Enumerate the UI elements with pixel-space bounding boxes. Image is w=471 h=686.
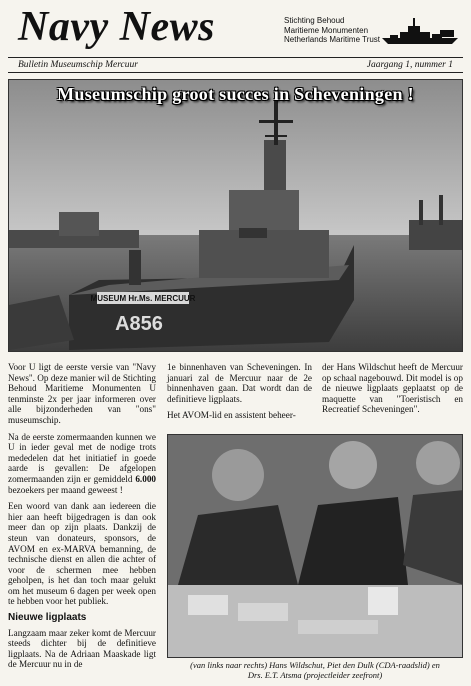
caption-line-1: (van links naar rechts) Hans Wildschut, Piet den Dulk (CDA-raadslid) en: [190, 660, 440, 670]
article-column-3: [322, 362, 463, 421]
bulletin-bar: [8, 57, 463, 73]
hull-number: A856: [115, 313, 163, 335]
paragraph: 1e binnenhaven van Scheveningen. In januari zal de Mercuur naar de 2e binnenhaven gaan. Dat wordt dan de definitieve ligplaats.: [167, 362, 312, 404]
paragraph: der Hans Wildschut heeft de Mercuur op schaal nagebouwd. Dit model is op de nieuwe ligplaats geplaatst op de maquette van "Toeristisch en Recreatief Scheveningen".: [322, 362, 463, 415]
bulletin-name: Bulletin Museumschip Mercuur: [18, 60, 138, 70]
paragraph: Het AVOM-lid en assistent beheer-: [167, 410, 296, 421]
paragraph: Een woord van dank aan iedereen die hier aan heeft bijgedragen is dan ook meer dan op zijn plaats. Dankzij de steun van donateurs, sponsors, de AVOM en ex-MARVA bemanning, de technische dienst en allen die achter of voor de schermen mee hebben geholpen, is het dan toch maar gelukt om het museum 6 dagen per week open te hebben voor het publiek.: [8, 501, 156, 607]
newsletter-title: Navy News: [18, 4, 215, 50]
paragraph: Langzaam maar zeker komt de Mercuur steeds dichter bij de definitieve ligplaats. Na de Adriaan Maaskade ligt de Mercuur nu in de: [8, 627, 156, 670]
model-photo: [167, 434, 463, 658]
photo-caption: [167, 660, 463, 680]
article-column-1: [8, 362, 156, 676]
issue-info: Jaargang 1, nummer 1: [366, 60, 453, 70]
section-heading: Nieuwe ligplaats: [8, 612, 87, 624]
publisher-line-1: Stichting Behoud: [284, 16, 345, 25]
article-column-2: [167, 362, 312, 427]
publisher-line-3: Netherlands Maritime Trust: [284, 35, 381, 44]
headline: Museumschip groot succes in Scheveningen !: [57, 84, 414, 104]
harbor-photo-image: [9, 80, 463, 352]
publisher-line-2: Maritieme Monumenten: [284, 25, 369, 35]
visitor-count: 6.000: [135, 473, 156, 484]
paragraph: Voor U ligt de eerste versie van "Navy News". Op deze manier wil de Stichting Behoud Maritieme Monumenten U tenminste 2x per jaar informeren over alle bijzonderheden van "ons" museumschip.: [8, 362, 156, 425]
masthead: [8, 4, 463, 54]
publisher-info: [284, 16, 380, 45]
ship-banner: MUSEUM Hr.Ms. MERCUUR: [90, 294, 196, 303]
caption-line-2: Drs. E.T. Atsma (projectleider zeefront): [247, 670, 383, 680]
ship-photo: [8, 79, 463, 352]
paragraph: Na de eerste zomermaanden kunnen we U in ieder geval met de nodige trots mededelen dat het initiatief in goede aarde is gevallen: De afgelopen zomermaanden zijn er gemiddeld 6.000 bezoekers per maand geweest !: [8, 431, 156, 495]
people-with-model-image: [168, 435, 463, 658]
ship-logo-icon: [380, 16, 460, 46]
